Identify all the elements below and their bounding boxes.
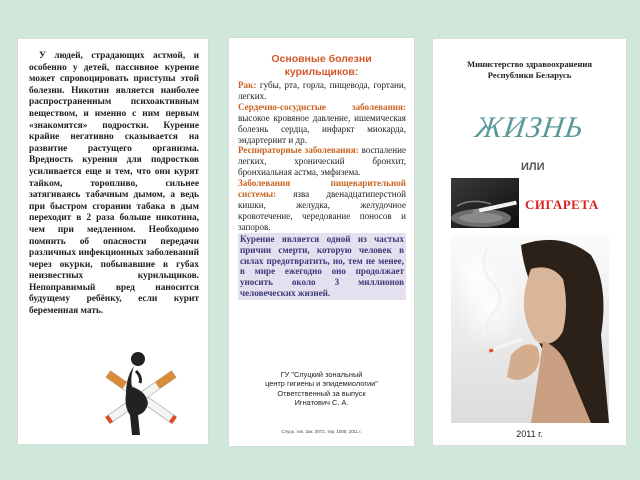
title-life: ЖИЗНЬ [473, 111, 587, 144]
cigarette-ashtray-photo [451, 178, 519, 228]
ministry-line2: Республики Беларусь [487, 69, 572, 80]
title-or: ИЛИ [521, 161, 545, 173]
diseases-title [229, 53, 414, 79]
print-info: Слуцк. тип. Зак. 3072, тир. 1000, 2011 г. [281, 429, 362, 434]
death-highlight: Курение является одной из частых причин смерти, которую человек в силах предотвратить, но, тем не менее, в мире ежегодно оно продолжает уносить около 3 миллионов человеческих жизней. [240, 233, 404, 299]
disease-category: Респираторные заболевания: [238, 145, 359, 156]
disease-item [238, 102, 406, 146]
disease-text: губы, рта, горла, пищевода, гортани, легких. [238, 80, 406, 101]
diseases-title-line1: Основные болезни [271, 53, 372, 65]
middle-panel [228, 37, 415, 447]
left-paragraph: У людей, страдающих астмой, и особенно у детей, пассивное курение может спровоцировать приступы этой болезни. Никотин является наиболее распространенным психоактивным веществом, и именно с ним первым «знакомятся» подростки. Курение крайне негативно сказывается на развитие растущего организма. Вредность курения для подростков усиливается еще и тем, что они курят тайком, торопливо, сильнее затягиваясь табачным дымом, а ведь при быстром сгорании табака в дым переходит в 2 раза больше никотина, чем при медленном. Необходимо помнить об опасности передачи различных инфекционных заболеваний через окурки, побывавшие в губах неизвестных курильщиков. Непоправимый вред наносится будущему ребёнку, если курит беременная мать. [29, 51, 199, 317]
disease-item [238, 80, 406, 102]
publisher-line1: ГУ "Слуцкий зональный [280, 370, 363, 379]
disease-text: язва двенадцатиперстной кишки, желудка, желудочное кровотечение, чередование поносов и запоров. [238, 189, 406, 232]
disease-item [238, 178, 406, 233]
publisher-line2: центр гигиены и эпидемиологии" [265, 379, 378, 389]
smoking-woman-photo [451, 235, 609, 423]
no-smoking-pregnancy-icon [96, 347, 186, 437]
right-panel [432, 38, 627, 446]
publisher-line3: Ответственный за выпуск [277, 388, 366, 398]
disease-text: воспаление легких, хронический бронхит, бронхиальная астма, эмфизема. [238, 145, 406, 178]
ministry-line1: Министерство здравоохранения [466, 59, 593, 69]
left-panel [17, 38, 209, 445]
disease-category: Заболевания пищеварительной системы: [238, 178, 406, 200]
diseases-list [238, 80, 406, 300]
disease-item [238, 145, 406, 178]
publisher-info [229, 370, 414, 407]
title-cigarette: СИГАРЕТА [525, 197, 599, 212]
issue-year: 2011 г. [516, 429, 543, 439]
publisher-line4: Игнатович С. А. [294, 397, 349, 407]
disease-category: Сердечно-сосудистые заболевания: [238, 101, 406, 112]
disease-text: высокое кровяное давление, ишемическая болезнь сердца, инфаркт миокарда, эндартериит и др. [238, 112, 406, 145]
ministry-header [433, 59, 626, 80]
diseases-title-line2: курильщиков: [284, 66, 359, 78]
disease-category: Рак: [238, 80, 257, 90]
